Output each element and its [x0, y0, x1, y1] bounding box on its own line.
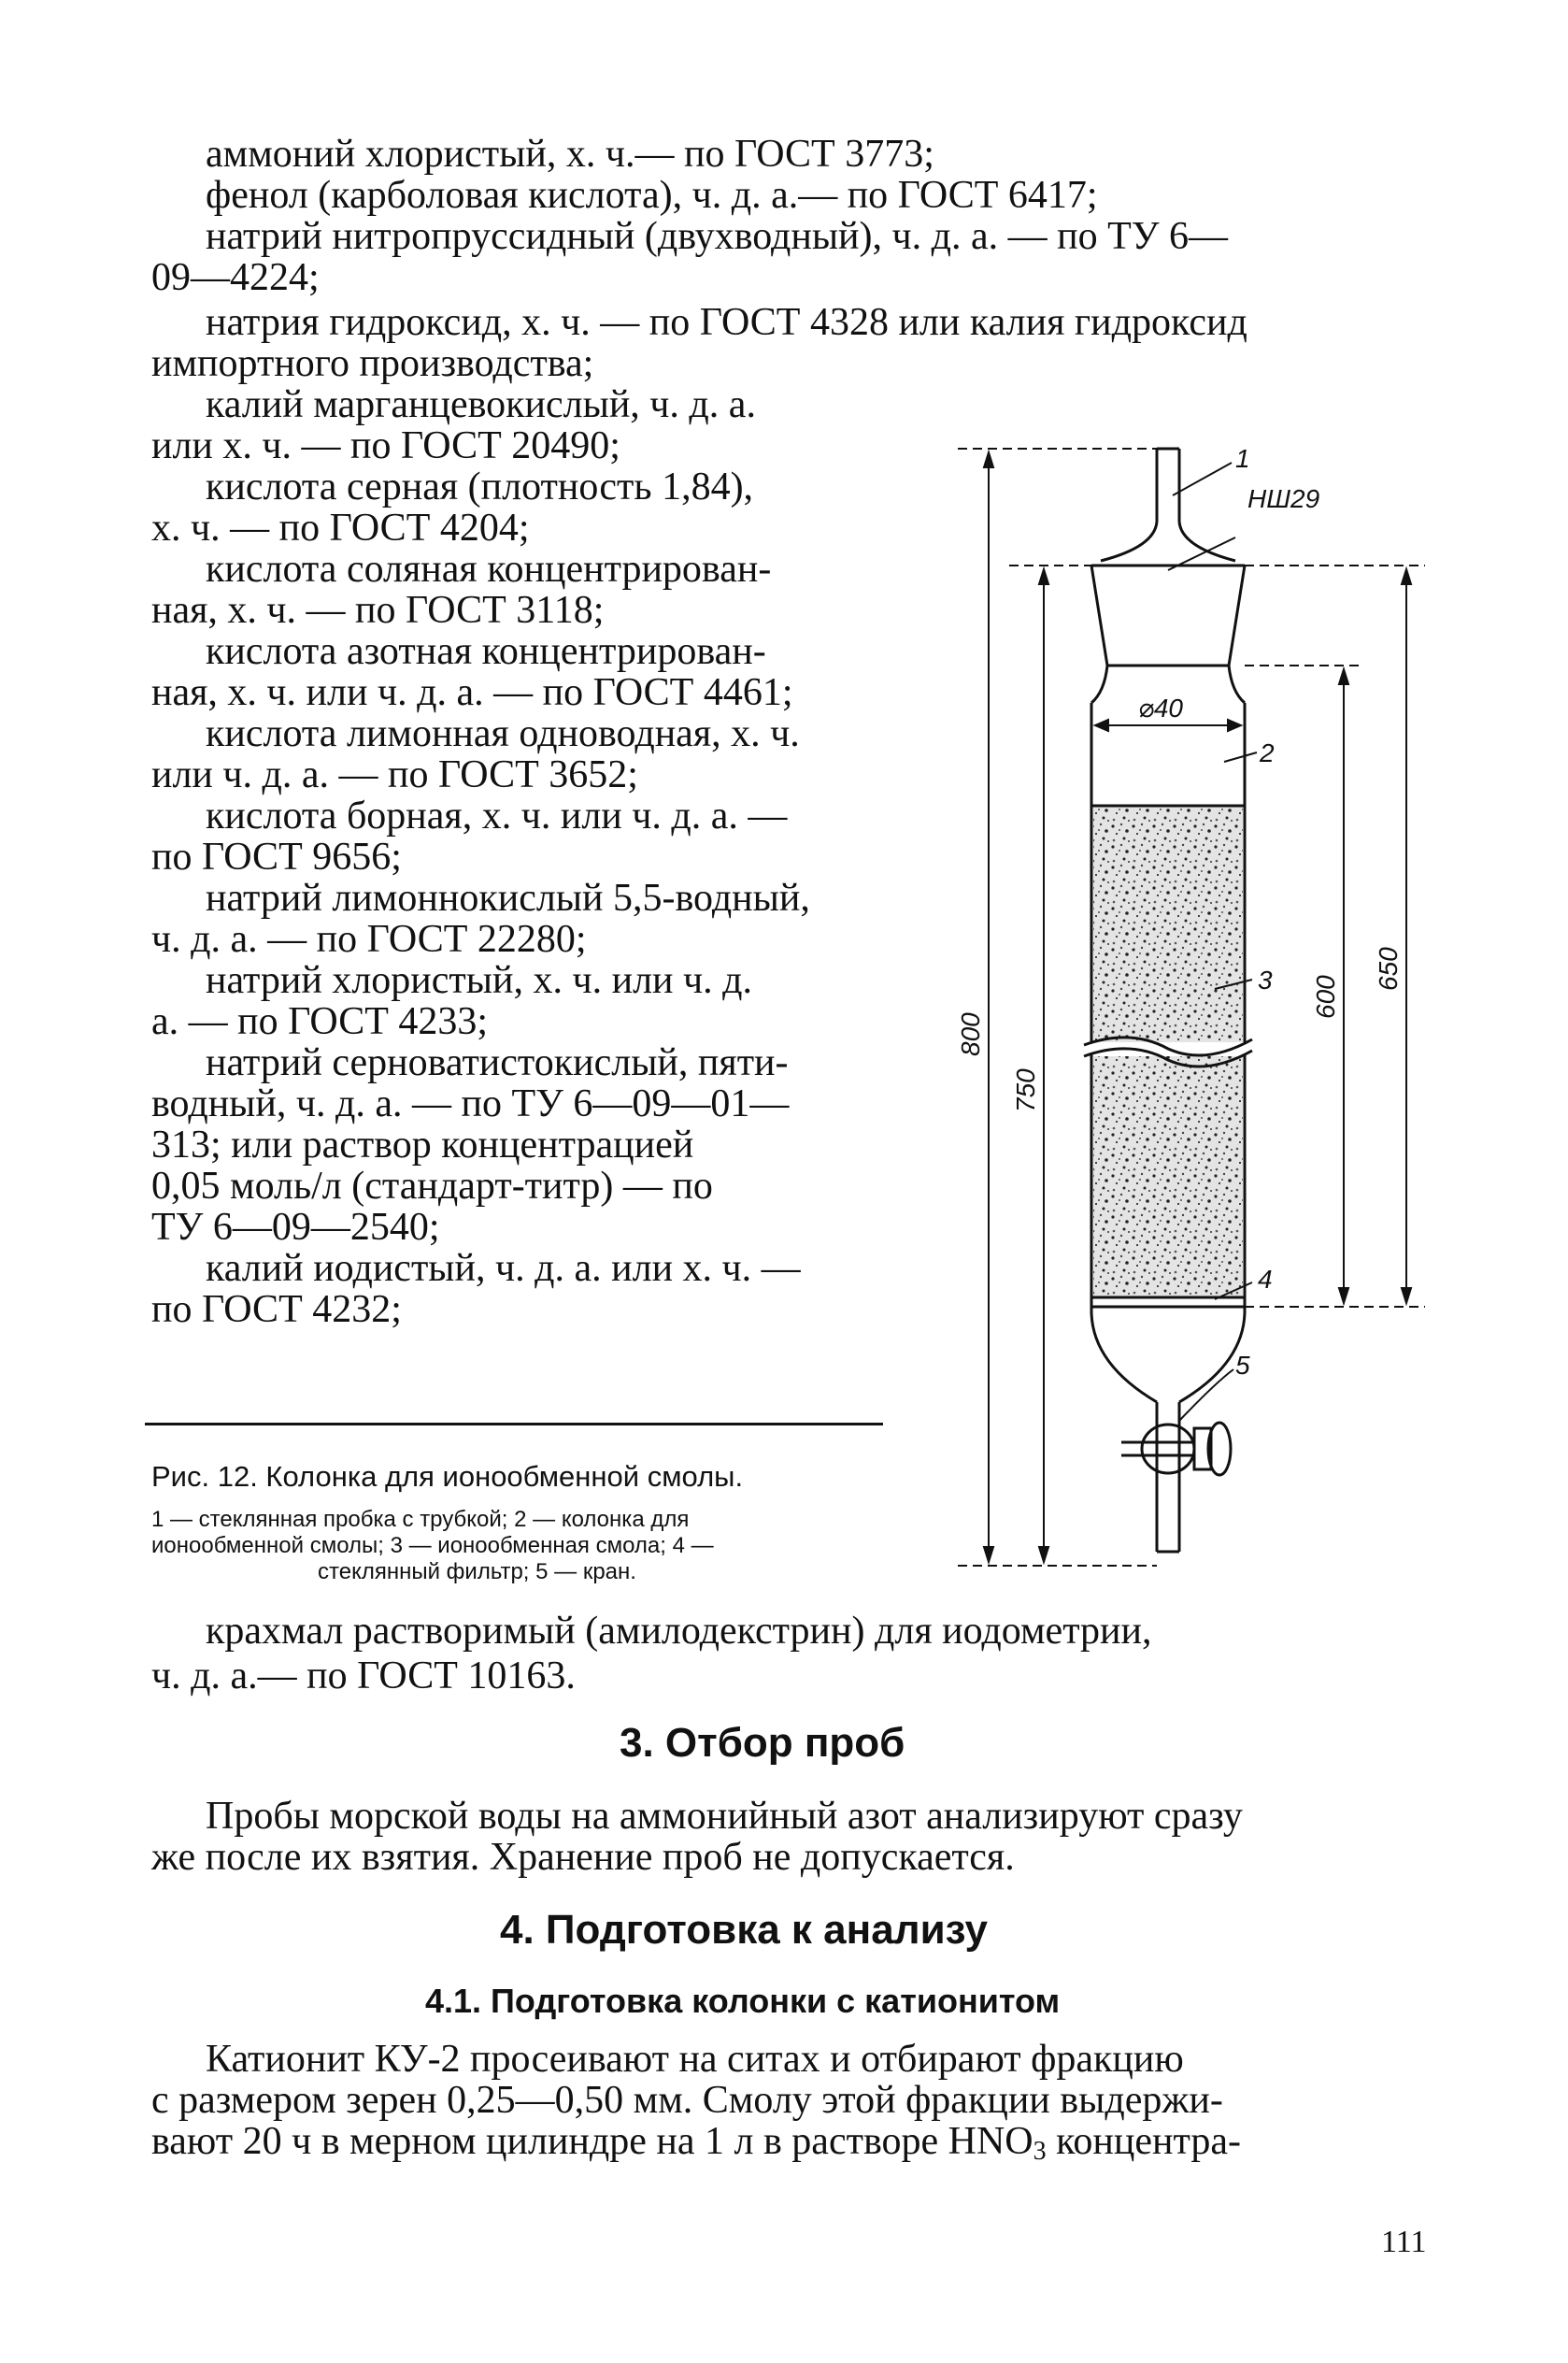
text-line: натрий нитропруссидный (двухводный), ч. д. а. — по ТУ 6—: [206, 215, 1229, 258]
text-line: или х. ч. — по ГОСТ 20490;: [151, 424, 620, 467]
label-diameter: ⌀40: [1138, 694, 1184, 723]
text-line: калий марганцевокислый, ч. д. а.: [206, 383, 756, 426]
text-line: же после их взятия. Хранение проб не допускается.: [151, 1836, 1015, 1879]
text-line: Пробы морской воды на аммонийный азот анализируют сразу: [206, 1795, 1243, 1838]
text-line: а. — по ГОСТ 4233;: [151, 1000, 489, 1043]
text-line-part: вают 20 ч в мерном цилиндре на 1 л в растворе HNO: [151, 2120, 1033, 2163]
figure-caption-legend: ионообменной смолы; 3 — ионообменная смола; 4 —: [151, 1533, 714, 1558]
text-line: кислота соляная концентрирован-: [206, 548, 772, 591]
text-line-part: концентра-: [1046, 2120, 1241, 2163]
page-number: 111: [1381, 2225, 1427, 2259]
label-joint: НШ29: [1247, 484, 1320, 513]
text-line: х. ч. — по ГОСТ 4204;: [151, 507, 530, 550]
figure-caption-legend: 1 — стеклянная пробка с трубкой; 2 — колонка для: [151, 1507, 690, 1532]
text-line: кислота лимонная одноводная, х. ч.: [206, 712, 800, 755]
text-line: натрий серноватистокислый, пяти-: [206, 1041, 789, 1084]
text-line: по ГОСТ 4232;: [151, 1288, 402, 1331]
text-line: ч. д. а. — по ГОСТ 22280;: [151, 918, 587, 961]
text-line: натрий лимоннокислый 5,5-водный,: [206, 877, 810, 920]
text-line: натрий хлористый, х. ч. или ч. д.: [206, 959, 753, 1002]
text-line: ная, х. ч. — по ГОСТ 3118;: [151, 589, 605, 632]
text-line: ТУ 6—09—2540;: [151, 1206, 440, 1249]
dim-650: 650: [1374, 947, 1403, 991]
text-line: фенол (карболовая кислота), ч. д. а.— по ГОСТ 6417;: [206, 174, 1098, 217]
text-line: по ГОСТ 9656;: [151, 836, 402, 879]
text-line: кислота борная, х. ч. или ч. д. а. —: [206, 795, 788, 838]
subscript: 3: [1033, 2137, 1047, 2166]
text-line: с размером зерен 0,25—0,50 мм. Смолу этой фракции выдержи-: [151, 2079, 1223, 2122]
text-line: [206, 1608, 1428, 1654]
section-4-heading: 4. Подготовка к анализу: [500, 1907, 988, 1953]
text-line-content: крахмал растворимый (амилодекстрин) для иодометрии,: [206, 1610, 1152, 1653]
text-line: 09—4224;: [151, 256, 320, 299]
label-4: 4: [1258, 1265, 1273, 1294]
text-line: 0,05 моль/л (стандарт-титр) — по: [151, 1165, 713, 1208]
figure-caption-legend: стеклянный фильтр; 5 — кран.: [318, 1559, 636, 1584]
label-3: 3: [1258, 966, 1273, 995]
label-2: 2: [1260, 738, 1275, 767]
text-line: ная, х. ч. или ч. д. а. — по ГОСТ 4461;: [151, 671, 793, 714]
text-line: [151, 2118, 1241, 2165]
text-line: натрия гидроксид, х. ч. — по ГОСТ 4328 или калия гидроксид: [206, 301, 1247, 344]
dim-750: 750: [1011, 1068, 1040, 1112]
text-line: 313; или раствор концентрацией: [151, 1124, 694, 1167]
text-line: калий иодистый, ч. д. а. или х. ч. —: [206, 1247, 801, 1290]
text-line: ч. д. а.— по ГОСТ 10163.: [151, 1654, 576, 1697]
section-3-heading: 3. Отбор проб: [620, 1720, 905, 1766]
text-line: водный, ч. д. а. — по ТУ 6—09—01—: [151, 1082, 790, 1125]
text-line: аммоний хлористый, х. ч.— по ГОСТ 3773;: [206, 133, 934, 176]
label-1: 1: [1235, 444, 1250, 473]
text-line: или ч. д. а. — по ГОСТ 3652;: [151, 753, 638, 796]
figure-caption-title: Рис. 12. Колонка для ионообменной смолы.: [151, 1460, 744, 1493]
dim-600: 600: [1311, 975, 1340, 1019]
text-line: кислота азотная концентрирован-: [206, 630, 766, 673]
text-line: импортного производства;: [151, 342, 594, 385]
text-line: Катионит КУ-2 просеивают на ситах и отбирают фракцию: [206, 2038, 1184, 2081]
dim-800: 800: [956, 1012, 985, 1056]
text-line: кислота серная (плотность 1,84),: [206, 465, 754, 508]
label-5: 5: [1235, 1351, 1250, 1380]
subsection-4-1-heading: 4.1. Подготовка колонки с катионитом: [425, 1982, 1061, 2020]
